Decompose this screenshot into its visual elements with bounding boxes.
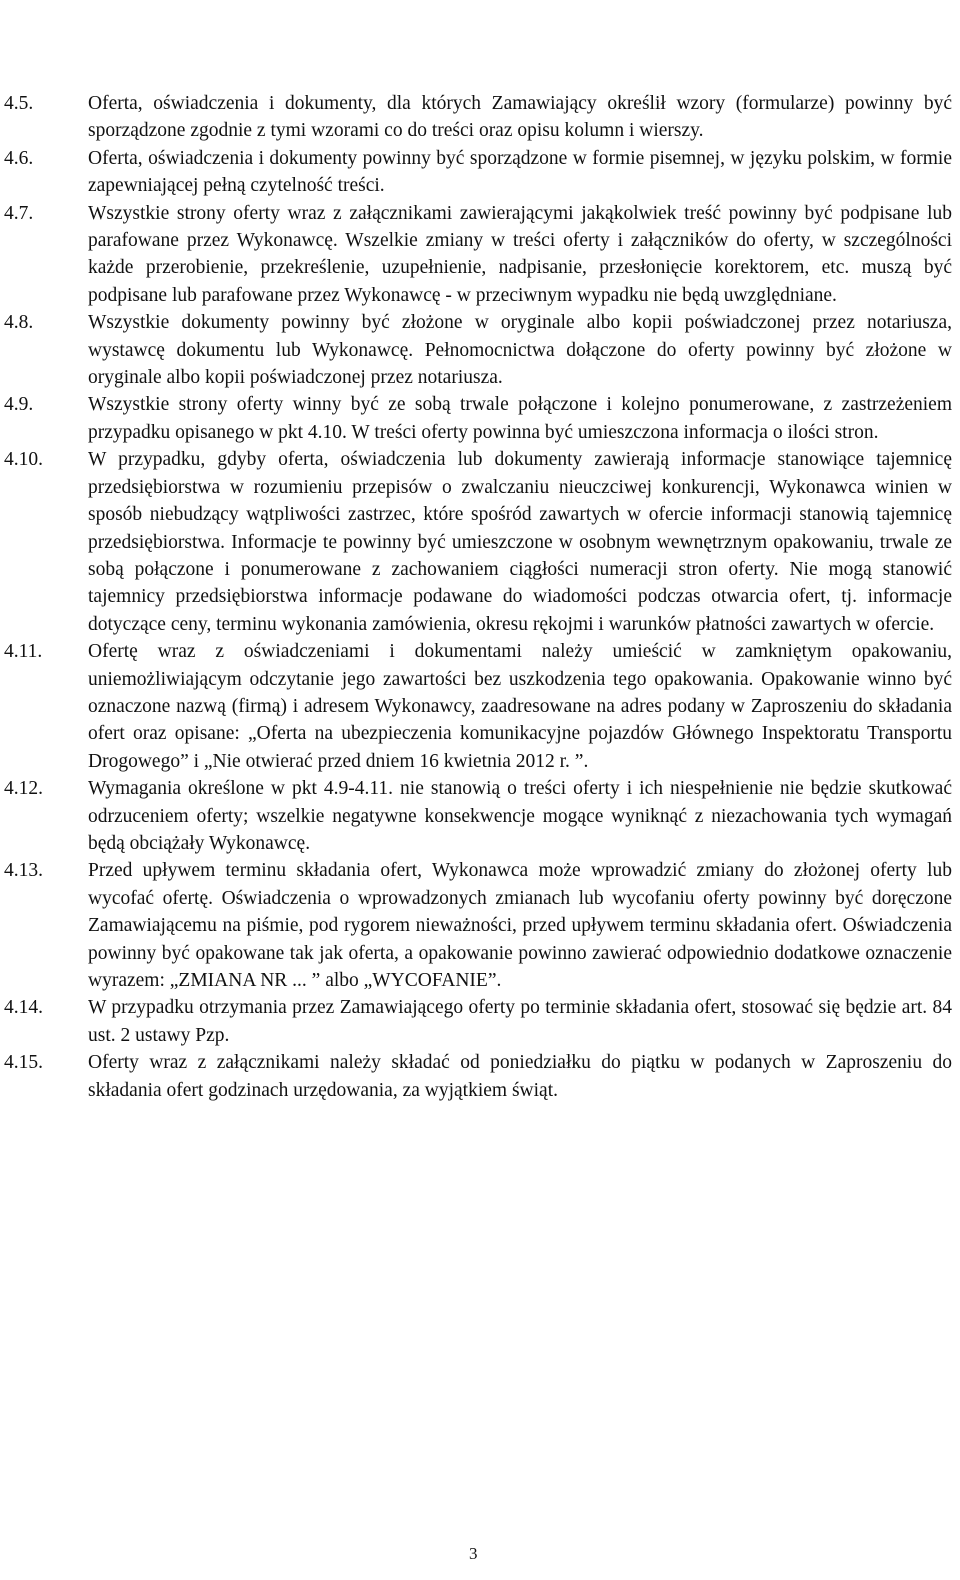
section-text: Wszystkie dokumenty powinny być złożone w oryginale albo kopii poświadczonej przez notariusza, wystawcę dokumentu lub Wykonawcę. Pełnomocnictwa dołączone do oferty powinny być złożone w oryginale albo kopii poświadczonej przez notariusza. xyxy=(88,312,952,389)
sections-list xyxy=(0,90,960,1104)
section-4-7 xyxy=(0,200,960,310)
section-text: Oferta, oświadczenia i dokumenty powinny być sporządzone w formie pisemnej, w języku polskim, w formie zapewniającej pełną czytelność treści. xyxy=(88,147,952,197)
section-4-15 xyxy=(0,1049,960,1104)
section-number: 4.13. xyxy=(4,860,43,882)
section-4-14 xyxy=(0,994,960,1049)
section-number: 4.5. xyxy=(4,93,34,114)
section-4-6 xyxy=(0,145,960,200)
section-number: 4.8. xyxy=(4,312,34,334)
section-number: 4.11. xyxy=(4,641,43,663)
page-number: 3 xyxy=(469,1544,478,1563)
section-number: 4.14. xyxy=(4,997,43,1019)
section-number: 4.6. xyxy=(4,147,34,169)
section-4-10 xyxy=(0,446,960,638)
section-4-11 xyxy=(0,638,960,775)
section-text: Ofertę wraz z oświadczeniami i dokumentami należy umieścić w zamkniętym opakowaniu, uniemożliwiającym odczytanie jego zawartości bez uszkodzenia tego opakowania. Opakowanie winno być oznaczone nazwą (firmą) i adresem Wykonawcy, zaadresowane na adres podany w Zaproszeniu do składania ofert oraz opisane: „Oferta na ubezpieczenia komunikacyjne pojazdów Głównego Inspektoratu Transportu Drogowego” i „Nie otwierać przed dniem 16 kwietnia 2012 r. ”. xyxy=(88,641,952,772)
section-text: Wszystkie strony oferty wraz z załącznikami zawierającymi jakąkolwiek treść powinny być podpisane lub parafowane przez Wykonawcę. Wszelkie zmiany w treści oferty i załączników do oferty, w szczególności każde przerobienie, przekreślenie, uzupełnienie, nadpisanie, przesłonięcie korektorem, etc. muszą być podpisane lub parafowane przez Wykonawcę - w przeciwnym wypadku nie będą uwzględniane. xyxy=(88,202,952,306)
section-4-9 xyxy=(0,391,960,446)
section-text: W przypadku, gdyby oferta, oświadczenia lub dokumenty zawierają informacje stanowiące tajemnicę przedsiębiorstwa w rozumieniu przepisów o zwalczaniu nieuczciwej konkurencji, Wykonawca winien w sposób niebudzący wątpliwości zastrzec, które spośród zawartych w ofercie informacji stanowią tajemnicę przedsiębiorstwa. Informacje te powinny być umieszczone w osobnym wewnętrznym opakowaniu, trwale ze sobą połączone i ponumerowane z zachowaniem ciągłości numeracji stron oferty. Nie mogą stanowić tajemnicy przedsiębiorstwa informacje podawane do wiadomości podczas otwarcia ofert, tj. informacje dotyczące ceny, terminu wykonania zamówienia, okresu rękojmi i warunków płatności zawartych w ofercie. xyxy=(88,449,952,635)
section-4-8 xyxy=(0,309,960,391)
section-number: 4.9. xyxy=(4,394,34,416)
section-number: 4.7. xyxy=(4,202,34,224)
section-4-5 xyxy=(0,90,960,145)
section-number: 4.15. xyxy=(4,1052,43,1074)
section-text: Wymagania określone w pkt 4.9-4.11. nie stanowią o treści oferty i ich niespełnienie nie będzie skutkować odrzuceniem oferty; wszelkie negatywne konsekwencje mogące wyniknąć z niezachowania tych wymagań będą obciążały Wykonawcę. xyxy=(88,778,952,854)
section-text: Wszystkie strony oferty winny być ze sobą trwale połączone i kolejno ponumerowane, z zastrzeżeniem przypadku opisanego w pkt 4.10. W treści oferty powinna być umieszczona informacja o ilości stron. xyxy=(88,394,952,443)
section-text: Oferty wraz z załącznikami należy składać od poniedziałku do piątku w podanych w Zaproszeniu do składania ofert godzinach urzędowania, za wyjątkiem świąt. xyxy=(88,1052,952,1101)
section-text: W przypadku otrzymania przez Zamawiającego oferty po terminie składania ofert, stosować się będzie art. 84 ust. 2 ustawy Pzp. xyxy=(88,997,952,1046)
section-number: 4.12. xyxy=(4,778,43,800)
section-text: Oferta, oświadczenia i dokumenty, dla których Zamawiający określił wzory (formularze) powinny być sporządzone zgodnie z tymi wzorami co do treści oraz opisu kolumn i wierszy. xyxy=(88,93,952,142)
section-number: 4.10. xyxy=(4,449,43,471)
section-4-13 xyxy=(0,857,960,994)
section-4-12 xyxy=(0,775,960,857)
section-text: Przed upływem terminu składania ofert, Wykonawca może wprowadzić zmiany do złożonej oferty lub wycofać ofertę. Oświadczenia o wprowadzonych zmianach lub wycofaniu oferty powinny być doręczone Zamawiającemu na piśmie, pod rygorem nieważności, przed upływem terminu składania ofert. Oświadczenia powinny być opakowane tak jak oferta, a opakowanie powinno zawierać odpowiednio dodatkowe oznaczenie wyrazem: „ZMIANA NR ... ” albo „WYCOFANIE”. xyxy=(88,860,952,991)
